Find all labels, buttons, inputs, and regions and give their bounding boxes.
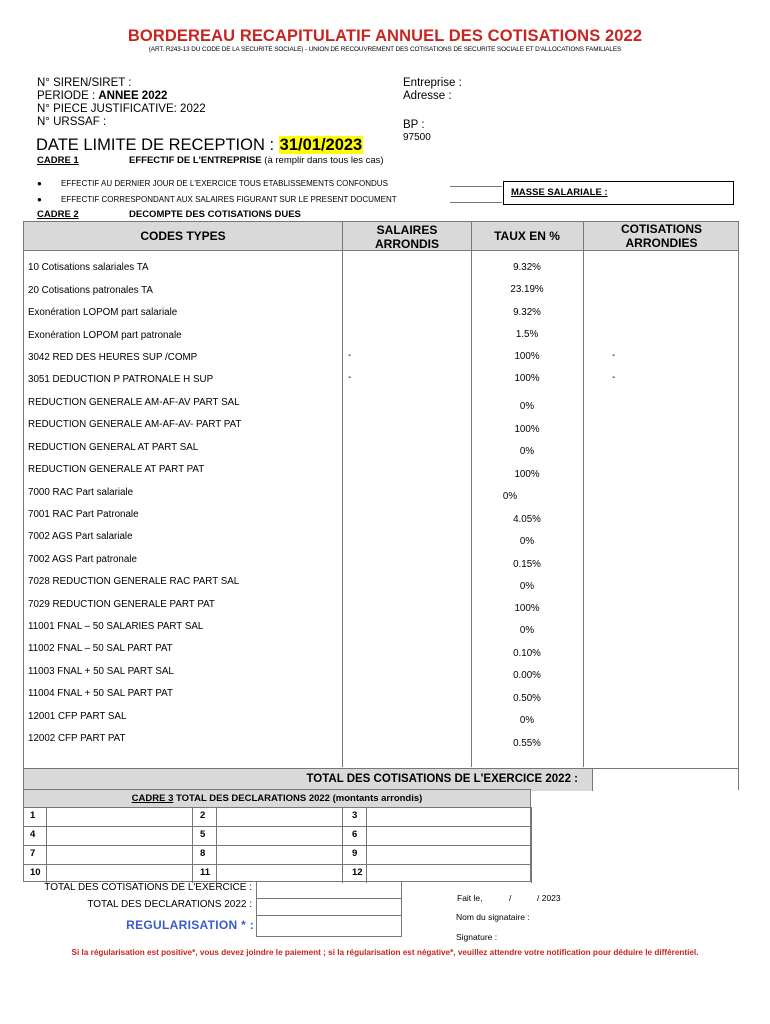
row-taux: 0% bbox=[519, 536, 535, 547]
col-salaires: SALAIRES ARRONDIS bbox=[374, 223, 439, 251]
bp-label: BP : bbox=[403, 119, 425, 131]
date-separator: / bbox=[509, 893, 512, 903]
periode-line bbox=[37, 90, 206, 103]
periode-value: ANNEE 2022 bbox=[98, 90, 168, 102]
row-code-label: 7028 REDUCTION GENERALE RAC PART SAL bbox=[28, 576, 240, 587]
row-code-label: REDUCTION GENERALE AT PART PAT bbox=[28, 464, 205, 475]
row-code-label: REDUCTION GENERALE AM-AF-AV PART SAL bbox=[28, 397, 240, 408]
row-code-label: 20 Cotisations patronales TA bbox=[28, 285, 153, 296]
row-taux: 0% bbox=[519, 581, 535, 592]
row-taux: 4.05% bbox=[513, 514, 541, 525]
fait-le-label: Fait le, bbox=[457, 893, 483, 903]
deadline bbox=[36, 136, 363, 155]
row-cotisation[interactable]: - bbox=[612, 372, 616, 383]
row-code-label: 3042 RED DES HEURES SUP /COMP bbox=[28, 352, 198, 363]
declaration-amount-field[interactable] bbox=[217, 865, 342, 882]
cadre3-title: TOTAL DES DECLARATIONS 2022 (montants arrondis) bbox=[173, 793, 423, 804]
cadre3-label: CADRE 3 bbox=[131, 793, 174, 804]
declaration-amount-field[interactable] bbox=[367, 846, 531, 863]
regularisation-field[interactable] bbox=[256, 915, 402, 937]
page-subtitle: (ART. R243-13 DU CODE DE LA SECURITE SOCIALE) - UNION DE RECOUVREMENT DES COTISATIONS DE SECURITE SOCIALE ET D'ALLOCATIONS FAMILIALES bbox=[148, 46, 622, 53]
row-code-label: 3051 DEDUCTION P PATRONALE H SUP bbox=[28, 374, 214, 385]
deadline-date: 31/01/2023 bbox=[279, 136, 363, 154]
declaration-number: 3 bbox=[352, 810, 358, 821]
effectif-line-1: EFFECTIF AU DERNIER JOUR DE L'EXERCICE TOUS ETABLISSEMENTS CONFONDUS bbox=[61, 179, 388, 188]
declaration-amount-field[interactable] bbox=[47, 865, 192, 882]
cadre1-heading bbox=[129, 155, 384, 166]
row-taux: 0.50% bbox=[513, 693, 541, 704]
masse-salariale-label: MASSE SALARIALE : bbox=[511, 187, 608, 198]
row-code-label: 11002 FNAL – 50 SAL PART PAT bbox=[28, 643, 173, 654]
row-taux: 0% bbox=[519, 446, 535, 457]
row-taux: 23.19% bbox=[510, 284, 544, 295]
row-taux: 0.55% bbox=[513, 738, 541, 749]
row-code-label: REDUCTION GENERAL AT PART SAL bbox=[28, 442, 199, 453]
total-cotisations-field[interactable] bbox=[256, 881, 402, 899]
row-taux: 100% bbox=[514, 373, 540, 384]
deadline-label: DATE LIMITE DE RECEPTION : bbox=[36, 136, 279, 154]
declaration-number: 2 bbox=[200, 810, 206, 821]
row-salaire[interactable]: - bbox=[348, 350, 352, 361]
row-code-label: Exonération LOPOM part salariale bbox=[28, 307, 178, 318]
row-taux: 9.32% bbox=[513, 262, 541, 273]
cotisations-table bbox=[23, 221, 739, 790]
total-declarations-label: TOTAL DES DECLARATIONS 2022 : bbox=[87, 899, 252, 910]
declaration-number: 6 bbox=[352, 829, 358, 840]
cadre2-title: DECOMPTE DES COTISATIONS DUES bbox=[129, 209, 301, 220]
declaration-number: 12 bbox=[352, 867, 363, 878]
periode-label: PERIODE : bbox=[37, 90, 99, 102]
cadre2-label: CADRE 2 bbox=[37, 209, 79, 220]
row-code-label: 10 Cotisations salariales TA bbox=[28, 262, 149, 273]
row-taux: 100% bbox=[514, 351, 540, 362]
cadre3-header bbox=[24, 790, 530, 808]
declaration-amount-field[interactable] bbox=[367, 865, 531, 882]
total-row bbox=[24, 768, 738, 791]
declaration-amount-field[interactable] bbox=[217, 827, 342, 844]
effectif-line-2: EFFECTIF CORRESPONDANT AUX SALAIRES FIGURANT SUR LE PRESENT DOCUMENT bbox=[61, 195, 397, 204]
siren-label: N° SIREN/SIRET : bbox=[37, 77, 132, 89]
declaration-number: 7 bbox=[30, 848, 36, 859]
declaration-number: 8 bbox=[200, 848, 206, 859]
row-taux: 100% bbox=[514, 469, 540, 480]
postal-code: 97500 bbox=[403, 132, 431, 143]
row-taux: 0% bbox=[519, 401, 535, 412]
declaration-number: 4 bbox=[30, 829, 36, 840]
row-code-label: 12002 CFP PART PAT bbox=[28, 733, 126, 744]
cadre1-note: (à remplir dans tous les cas) bbox=[261, 155, 384, 166]
row-code-label: 7002 AGS Part salariale bbox=[28, 531, 133, 542]
footnote: Si la régularisation est positive*, vous devez joindre le paiement ; si la régularisation est négative*, veuillez attendre votre notification pour déduire le différentiel. bbox=[71, 948, 699, 957]
total-label: TOTAL DES COTISATIONS DE L'EXERCICE 2022 : bbox=[306, 773, 578, 785]
declaration-amount-field[interactable] bbox=[47, 808, 192, 825]
bullet-icon: ● bbox=[37, 195, 42, 204]
declaration-number: 9 bbox=[352, 848, 358, 859]
cadre3-table bbox=[23, 789, 531, 882]
declaration-amount-field[interactable] bbox=[367, 827, 531, 844]
row-taux: 9.32% bbox=[513, 307, 541, 318]
row-code-label: 7001 RAC Part Patronale bbox=[28, 509, 139, 520]
signature-label: Signature : bbox=[456, 932, 498, 942]
row-taux: 0.15% bbox=[513, 559, 541, 570]
col-cotisations: COTISATIONS ARRONDIES bbox=[620, 222, 703, 250]
row-code-label: 12001 CFP PART SAL bbox=[28, 711, 127, 722]
declaration-amount-field[interactable] bbox=[47, 827, 192, 844]
row-code-label: 11003 FNAL + 50 SAL PART SAL bbox=[28, 666, 174, 677]
masse-salariale-box[interactable] bbox=[503, 181, 734, 205]
urssaf-label: N° URSSAF : bbox=[37, 116, 107, 128]
col-codes-types: CODES TYPES bbox=[140, 229, 226, 243]
declaration-amount-field[interactable] bbox=[367, 808, 531, 825]
row-code-label: 11004 FNAL + 50 SAL PART PAT bbox=[28, 688, 173, 699]
declaration-amount-field[interactable] bbox=[217, 846, 342, 863]
declaration-amount-field[interactable] bbox=[47, 846, 192, 863]
row-taux: 0% bbox=[519, 625, 535, 636]
regularisation-label: REGULARISATION * : bbox=[126, 918, 254, 932]
row-cotisation[interactable]: - bbox=[612, 350, 616, 361]
total-declarations-field[interactable] bbox=[256, 898, 402, 916]
page-title: BORDEREAU RECAPITULATIF ANNUEL DES COTISATIONS 2022 bbox=[127, 27, 643, 45]
cadre1-label: CADRE 1 bbox=[37, 155, 79, 166]
col-taux: TAUX EN % bbox=[494, 229, 560, 243]
row-code-label: 7029 REDUCTION GENERALE PART PAT bbox=[28, 599, 215, 610]
row-taux: 100% bbox=[514, 424, 540, 435]
row-taux: 0.10% bbox=[513, 648, 541, 659]
piece-label: N° PIECE JUSTIFICATIVE: 2022 bbox=[37, 103, 206, 115]
date-year: / 2023 bbox=[537, 893, 561, 903]
info-left bbox=[37, 77, 206, 129]
adresse-label: Adresse : bbox=[403, 90, 452, 102]
row-code-label: 7002 AGS Part patronale bbox=[28, 554, 137, 565]
row-code-label: REDUCTION GENERALE AM-AF-AV- PART PAT bbox=[28, 419, 242, 430]
row-code-label: Exonération LOPOM part patronale bbox=[28, 330, 182, 341]
row-taux: 1.5% bbox=[515, 329, 539, 340]
total-field[interactable] bbox=[592, 769, 738, 791]
entreprise-label: Entreprise : bbox=[403, 77, 462, 89]
declaration-number: 1 bbox=[30, 810, 36, 821]
declaration-amount-field[interactable] bbox=[217, 808, 342, 825]
effectif-field-1[interactable]: _____________ bbox=[450, 178, 502, 187]
row-taux: 100% bbox=[514, 603, 540, 614]
row-salaire[interactable]: - bbox=[348, 372, 352, 383]
row-code-label: 7000 RAC Part salariale bbox=[28, 487, 134, 498]
row-code-label: 11001 FNAL – 50 SALARIES PART SAL bbox=[28, 621, 204, 632]
nom-signataire-label: Nom du signataire : bbox=[456, 912, 530, 922]
cadre1-title: EFFECTIF DE L'ENTREPRISE bbox=[129, 155, 262, 166]
effectif-field-2[interactable]: _____________ bbox=[450, 194, 502, 203]
row-taux: 0% bbox=[502, 491, 518, 502]
declaration-number: 11 bbox=[200, 867, 211, 878]
declaration-number: 10 bbox=[30, 867, 41, 878]
total-cotisations-label: TOTAL DES COTISATIONS DE L'EXERCICE : bbox=[44, 882, 252, 893]
declaration-number: 5 bbox=[200, 829, 206, 840]
bullet-icon: ● bbox=[37, 179, 42, 188]
row-taux: 0% bbox=[519, 715, 535, 726]
row-taux: 0.00% bbox=[513, 670, 541, 681]
